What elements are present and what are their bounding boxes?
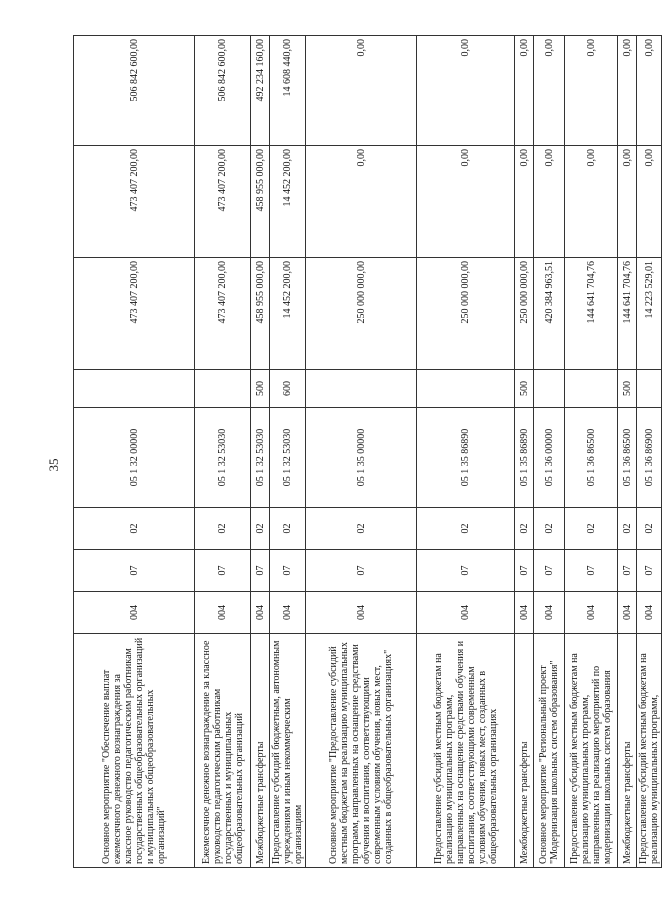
- amount-year1-cell: 458 955 000,00: [251, 258, 270, 370]
- expense-type-cell: [195, 370, 251, 408]
- row-name-cell: Основное мероприятие "Предоставление субсидий местным бюджетам на реализацию муниципальных программ, направленных на оснащение средствами обучения и воспитания, соответствующими современным условиям обучения, новых мест, созданных в общеобразовательных организациях": [306, 634, 417, 868]
- amount-year2-cell: 473 407 200,00: [195, 146, 251, 258]
- grbs-code-cell: 004: [618, 592, 637, 634]
- row-name-cell: Предоставление субсидий местным бюджетам на реализацию муниципальных программ, направленных на оснащение средствами обучения и воспитания, соответствующими современным условиям обучения, новых мест, созданных в общеобразовательных организациях: [417, 634, 515, 868]
- target-article-cell: 05 1 36 86500: [565, 408, 618, 508]
- target-article-cell: 05 1 36 86500: [618, 408, 637, 508]
- target-article-cell: 05 1 35 00000: [306, 408, 417, 508]
- expense-type-cell: [306, 370, 417, 408]
- target-article-cell: 05 1 32 53030: [270, 408, 306, 508]
- section-code-cell: 07: [306, 550, 417, 592]
- table-row: [74, 36, 195, 868]
- table-row: [637, 36, 662, 868]
- table-body: [74, 36, 662, 868]
- row-name-cell: Межбюджетные трансферты: [515, 634, 534, 868]
- subsection-code-cell: 02: [195, 508, 251, 550]
- expense-type-cell: [74, 370, 195, 408]
- expense-type-cell: 500: [251, 370, 270, 408]
- expense-type-cell: 500: [618, 370, 637, 408]
- expense-type-cell: 500: [515, 370, 534, 408]
- table-row: [618, 36, 637, 868]
- expense-type-cell: [534, 370, 565, 408]
- subsection-code-cell: 02: [637, 508, 662, 550]
- target-article-cell: 05 1 36 86900: [637, 408, 662, 508]
- subsection-code-cell: 02: [74, 508, 195, 550]
- amount-year2-cell: 0,00: [618, 146, 637, 258]
- target-article-cell: 05 1 32 53030: [251, 408, 270, 508]
- grbs-code-cell: 004: [195, 592, 251, 634]
- amount-year2-cell: 0,00: [534, 146, 565, 258]
- target-article-cell: 05 1 35 86890: [515, 408, 534, 508]
- row-name-cell: Предоставление субсидий бюджетным, автономным учреждениям и иным некоммерческим организациям: [270, 634, 306, 868]
- table-row: [251, 36, 270, 868]
- target-article-cell: 05 1 32 53030: [195, 408, 251, 508]
- expense-type-cell: [637, 370, 662, 408]
- amount-year2-cell: 458 955 000,00: [251, 146, 270, 258]
- amount-year3-cell: 0,00: [565, 36, 618, 146]
- subsection-code-cell: 02: [251, 508, 270, 550]
- grbs-code-cell: 004: [74, 592, 195, 634]
- amount-year1-cell: 14 223 529,01: [637, 258, 662, 370]
- row-name-cell: Предоставление субсидий местным бюджетам на реализацию муниципальных программ,: [637, 634, 662, 868]
- page-number: 35: [46, 458, 61, 472]
- row-name-cell: Предоставление субсидий местным бюджетам на реализацию муниципальных программ, направленных на реализацию мероприятий по модернизации школьных систем образования: [565, 634, 618, 868]
- row-name-cell: Основное мероприятие "Обеспечение выплат ежемесячного денежного вознаграждения за классное руководство педагогическим работникам государственных общеобразовательных организаций и муниципальных общеобразовательных организаций": [74, 634, 195, 868]
- section-code-cell: 07: [251, 550, 270, 592]
- amount-year1-cell: 144 641 704,76: [565, 258, 618, 370]
- grbs-code-cell: 004: [270, 592, 306, 634]
- amount-year1-cell: 420 384 963,51: [534, 258, 565, 370]
- grbs-code-cell: 004: [417, 592, 515, 634]
- amount-year1-cell: 473 407 200,00: [74, 258, 195, 370]
- amount-year2-cell: 0,00: [306, 146, 417, 258]
- amount-year3-cell: 0,00: [515, 36, 534, 146]
- amount-year3-cell: 14 608 440,00: [270, 36, 306, 146]
- amount-year3-cell: 506 842 600,00: [74, 36, 195, 146]
- table-row: [515, 36, 534, 868]
- table-row: [270, 36, 306, 868]
- amount-year3-cell: 0,00: [534, 36, 565, 146]
- row-name-cell: Основное мероприятие "Региональный проект "Модернизация школьных систем образования": [534, 634, 565, 868]
- section-code-cell: 07: [270, 550, 306, 592]
- grbs-code-cell: 004: [306, 592, 417, 634]
- table-row: [417, 36, 515, 868]
- amount-year1-cell: 144 641 704,76: [618, 258, 637, 370]
- section-code-cell: 07: [515, 550, 534, 592]
- amount-year3-cell: 0,00: [637, 36, 662, 146]
- section-code-cell: 07: [534, 550, 565, 592]
- amount-year2-cell: 473 407 200,00: [74, 146, 195, 258]
- section-code-cell: 07: [417, 550, 515, 592]
- expense-type-cell: 600: [270, 370, 306, 408]
- subsection-code-cell: 02: [618, 508, 637, 550]
- subsection-code-cell: 02: [270, 508, 306, 550]
- row-name-cell: Межбюджетные трансферты: [618, 634, 637, 868]
- table-row: [565, 36, 618, 868]
- amount-year1-cell: 250 000 000,00: [417, 258, 515, 370]
- amount-year3-cell: 0,00: [618, 36, 637, 146]
- row-name-cell: Ежемесячное денежное вознаграждение за классное руководство педагогическим работникам государственных и муниципальных общеобразовательных организаций: [195, 634, 251, 868]
- expense-type-cell: [565, 370, 618, 408]
- target-article-cell: 05 1 32 00000: [74, 408, 195, 508]
- amount-year2-cell: 14 452 200,00: [270, 146, 306, 258]
- amount-year1-cell: 250 000 000,00: [515, 258, 534, 370]
- target-article-cell: 05 1 36 00000: [534, 408, 565, 508]
- section-code-cell: 07: [637, 550, 662, 592]
- section-code-cell: 07: [565, 550, 618, 592]
- grbs-code-cell: 004: [251, 592, 270, 634]
- amount-year2-cell: 0,00: [637, 146, 662, 258]
- expense-type-cell: [417, 370, 515, 408]
- section-code-cell: 07: [618, 550, 637, 592]
- amount-year2-cell: 0,00: [417, 146, 515, 258]
- grbs-code-cell: 004: [534, 592, 565, 634]
- table-row: [195, 36, 251, 868]
- rotated-page-content: [73, 36, 660, 868]
- subsection-code-cell: 02: [565, 508, 618, 550]
- amount-year3-cell: 0,00: [417, 36, 515, 146]
- row-name-cell: Межбюджетные трансферты: [251, 634, 270, 868]
- subsection-code-cell: 02: [306, 508, 417, 550]
- target-article-cell: 05 1 35 86890: [417, 408, 515, 508]
- subsection-code-cell: 02: [515, 508, 534, 550]
- table-row: [306, 36, 417, 868]
- grbs-code-cell: 004: [515, 592, 534, 634]
- subsection-code-cell: 02: [417, 508, 515, 550]
- section-code-cell: 07: [195, 550, 251, 592]
- amount-year1-cell: 250 000 000,00: [306, 258, 417, 370]
- subsection-code-cell: 02: [534, 508, 565, 550]
- section-code-cell: 07: [74, 550, 195, 592]
- amount-year3-cell: 0,00: [306, 36, 417, 146]
- grbs-code-cell: 004: [565, 592, 618, 634]
- amount-year2-cell: 0,00: [565, 146, 618, 258]
- table-row: [534, 36, 565, 868]
- amount-year3-cell: 506 842 600,00: [195, 36, 251, 146]
- grbs-code-cell: 004: [637, 592, 662, 634]
- amount-year3-cell: 492 234 160,00: [251, 36, 270, 146]
- amount-year2-cell: 0,00: [515, 146, 534, 258]
- amount-year1-cell: 473 407 200,00: [195, 258, 251, 370]
- budget-table: [73, 35, 662, 868]
- amount-year1-cell: 14 452 200,00: [270, 258, 306, 370]
